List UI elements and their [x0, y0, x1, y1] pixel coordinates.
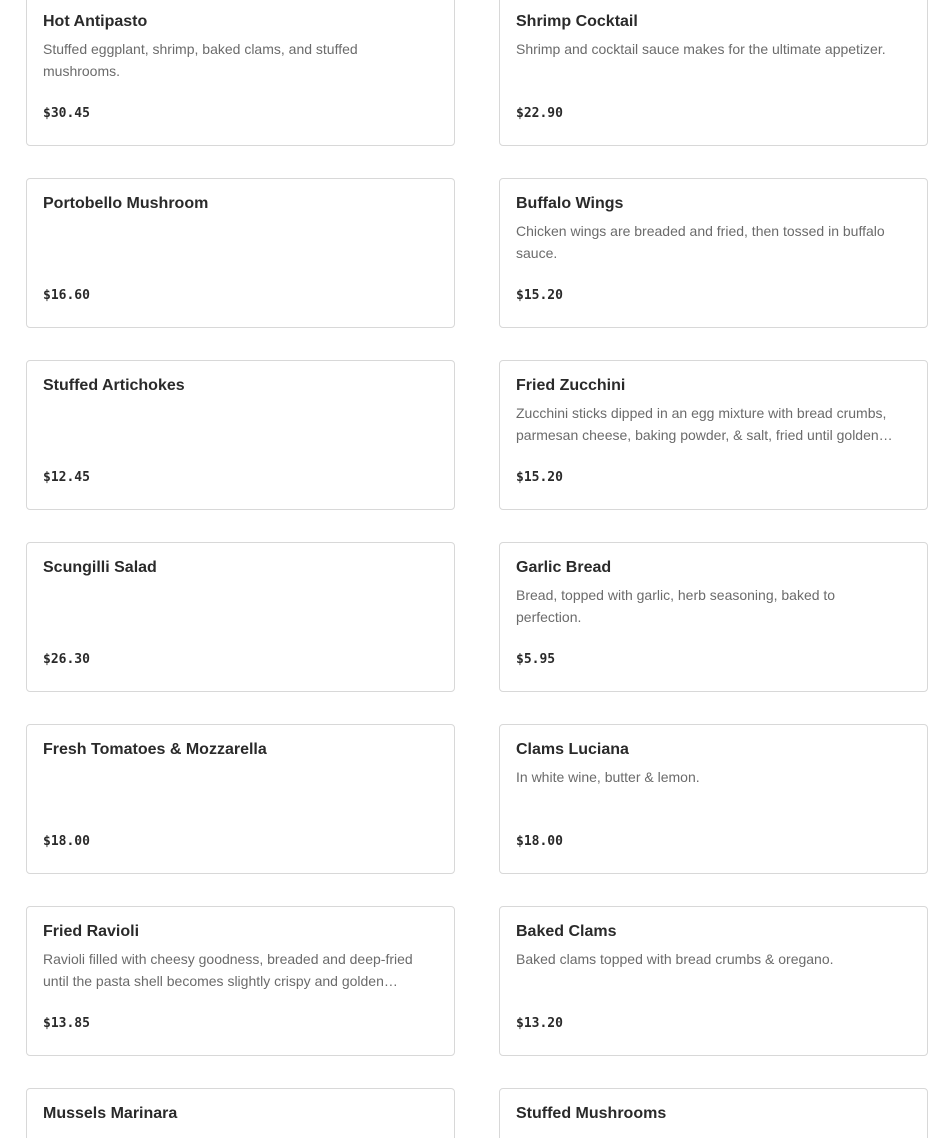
menu-item-card[interactable]	[26, 360, 455, 510]
menu-item-description: Bread, topped with garlic, herb seasoning, baked to perfection.	[516, 587, 836, 625]
menu-item-price: $18.00	[516, 834, 563, 849]
menu-item-price: $15.20	[516, 288, 563, 303]
menu-item-name: Buffalo Wings	[516, 195, 624, 212]
menu-item-price: $5.95	[516, 652, 556, 667]
menu-item-price: $15.20	[516, 470, 563, 485]
menu-item-name: Fried Zucchini	[516, 377, 626, 394]
menu-item-price: $22.90	[516, 106, 563, 121]
menu-item-price: $30.45	[43, 106, 90, 121]
menu-item-description: Ravioli filled with cheesy goodness, breaded and deep-fried until the pasta shell becomes slightly crispy and golden…	[43, 951, 413, 989]
menu-item-card[interactable]	[26, 1088, 455, 1138]
menu-item-card[interactable]	[26, 906, 455, 1056]
menu-item-price: $12.45	[43, 470, 90, 485]
menu-item-card[interactable]	[26, 542, 455, 692]
menu-item-description: Shrimp and cocktail sauce makes for the ultimate appetizer.	[516, 41, 886, 57]
menu-item-name: Scungilli Salad	[43, 559, 157, 576]
menu-item-card[interactable]	[499, 724, 928, 874]
menu-item-price: $18.00	[43, 834, 90, 849]
menu-item-price: $26.30	[43, 652, 90, 667]
menu-item-card[interactable]	[499, 178, 928, 328]
menu-item-price: $13.85	[43, 1016, 90, 1031]
menu-item-price: $13.20	[516, 1016, 563, 1031]
menu-item-description: Chicken wings are breaded and fried, then tossed in buffalo sauce.	[516, 223, 885, 261]
menu-item-description: Stuffed eggplant, shrimp, baked clams, and stuffed mushrooms.	[43, 41, 358, 79]
menu-item-card[interactable]	[499, 360, 928, 510]
menu-item-card[interactable]	[499, 0, 928, 146]
menu-item-name: Stuffed Mushrooms	[516, 1105, 667, 1122]
menu-item-price: $16.60	[43, 288, 90, 303]
menu-item-card[interactable]	[499, 906, 928, 1056]
menu-item-name: Mussels Marinara	[43, 1105, 178, 1122]
menu-item-name: Baked Clams	[516, 923, 617, 940]
menu-item-name: Portobello Mushroom	[43, 195, 209, 212]
menu-item-card[interactable]	[499, 542, 928, 692]
menu-item-card[interactable]	[26, 178, 455, 328]
menu-item-name: Hot Antipasto	[43, 13, 148, 30]
menu-item-name: Shrimp Cocktail	[516, 13, 638, 30]
menu-item-card[interactable]	[26, 724, 455, 874]
menu-item-name: Fresh Tomatoes & Mozzarella	[43, 741, 267, 758]
menu-item-card[interactable]	[26, 0, 455, 146]
menu-item-description: Baked clams topped with bread crumbs & oregano.	[516, 951, 834, 967]
menu-item-name: Clams Luciana	[516, 741, 629, 758]
menu-item-description: Zucchini sticks dipped in an egg mixture with bread crumbs, parmesan cheese, baking powder, & salt, fried until golden…	[516, 405, 893, 443]
menu-item-description: In white wine, butter & lemon.	[516, 769, 700, 785]
menu-item-name: Fried Ravioli	[43, 923, 140, 940]
menu-item-name: Stuffed Artichokes	[43, 377, 185, 394]
menu-item-name: Garlic Bread	[516, 559, 612, 576]
menu-item-card[interactable]	[499, 1088, 928, 1138]
